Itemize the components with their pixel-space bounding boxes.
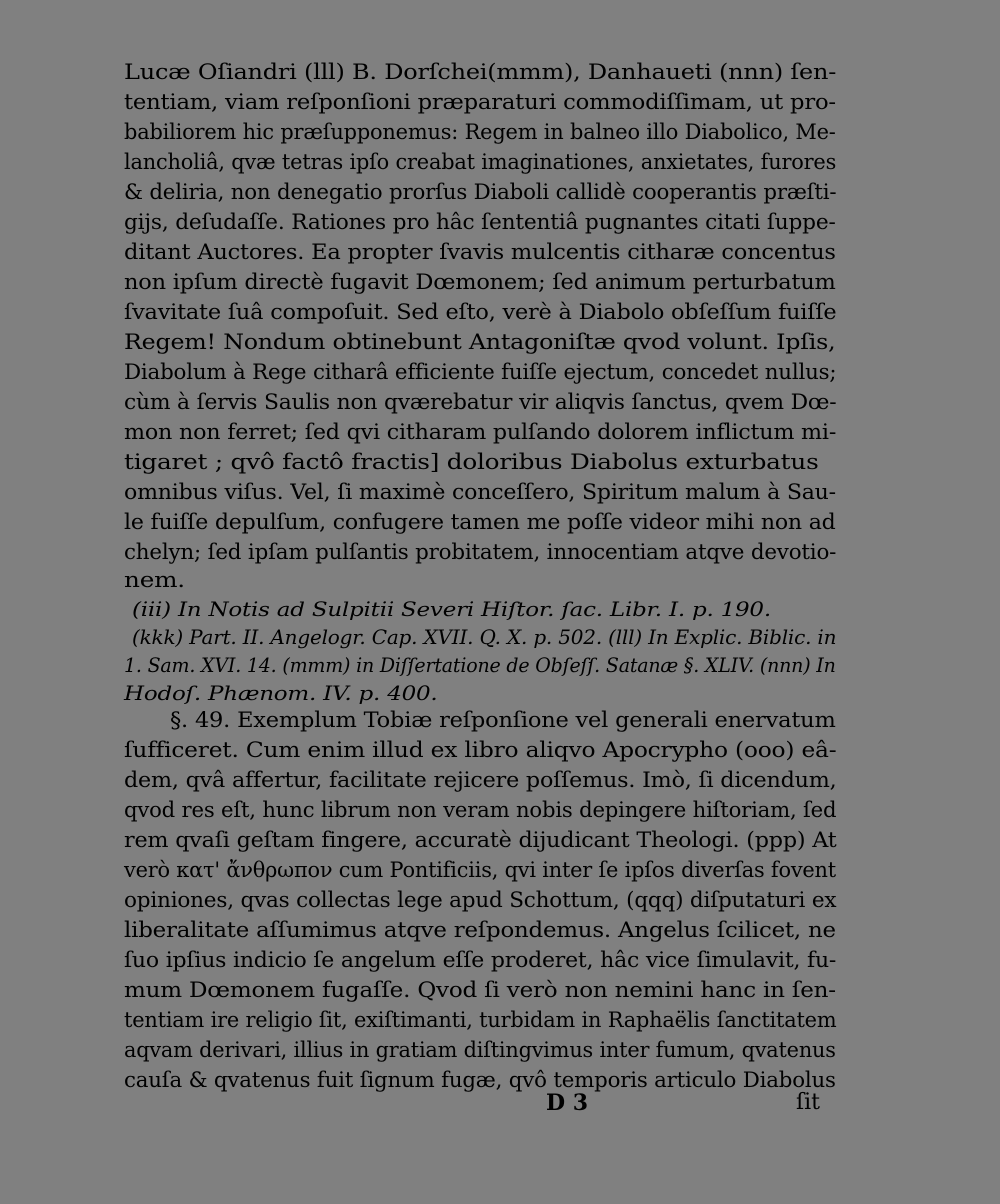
text-line: mon non ferret; ſed qvi citharam pulſando dolorem inflictum mi- — [124, 420, 837, 445]
text-line: Regem! Nondum obtinebunt Antagoniſtæ qvod volunt. Ipſis, — [124, 330, 836, 355]
section-heading-line: §. 49. Exemplum Tobiæ reſponſione vel generali enervatum — [170, 708, 836, 733]
text-line: babiliorem hic præſupponemus: Regem in balneo illo Diabolico, Me- — [124, 120, 836, 145]
text-line: verò κατ' ἄνθρωπον cum Pontificiis, qvi inter ſe ipſos diverſas fovent — [124, 858, 836, 883]
text-line: dem, qvâ affertur, facilitate rejicere poſſemus. Imò, ſi dicendum, — [124, 768, 837, 793]
text-line: non ipſum directè fugavit Dœmonem; ſed animum perturbatum — [124, 270, 836, 295]
catchword: ſit — [796, 1090, 821, 1115]
text-line: le fuiſſe depulſum, confugere tamen me poſſe videor mihi non ad — [124, 510, 836, 535]
text-line: ſuo ipſius indicio ſe angelum eſſe proderet, hâc vice ſimulavit, fu- — [124, 948, 837, 973]
footnote-line: 1. Sam. XVI. 14. (mmm) in Diſſertatione de Obſeſſ. Satanæ §. XLIV. (nnn) In — [124, 653, 836, 677]
text-line: cùm à ſervis Saulis non qværebatur vir aliqvis ſanctus, qvem Dœ- — [124, 390, 837, 415]
text-line: tentiam, viam reſponſioni præparaturi commodiſſimam, ut pro- — [124, 90, 836, 115]
text-line: mum Dœmonem fugaſſe. Qvod ſi verò non nemini hanc in ſen- — [124, 978, 836, 1003]
text-line: lancholiâ, qvæ tetras ipſo creabat imaginationes, anxietates, furores — [124, 150, 837, 175]
text-line: tentiam ire religio ſit, exiſtimanti, turbidam in Raphaëlis ſanctitatem — [124, 1008, 837, 1033]
text-line: ſufficeret. Cum enim illud ex libro aliqvo Apocrypho (ooo) eâ- — [124, 738, 837, 763]
text-line: omnibus viſus. Vel, ſi maximè conceſſero, Spiritum malum à Sau- — [124, 480, 836, 505]
signature-mark: D 3 — [546, 1090, 589, 1116]
text-line: ſvavitate ſuâ compoſuit. Sed eſto, verè à Diabolo obſeſſum fuiſſe — [124, 300, 837, 325]
text-line: gijs, deſudaſſe. Rationes pro hâc ſententiâ pugnantes citati ſuppe- — [124, 210, 836, 235]
text-line: cauſa & qvatenus fuit ſignum fugæ, qvô temporis articulo Diabolus — [124, 1068, 836, 1093]
text-line: ditant Auctores. Ea propter ſvavis mulcentis citharæ concentus — [124, 240, 836, 265]
text-line: rem qvaſi geſtam fingere, accuratè dijudicant Theologi. (ppp) At — [124, 828, 837, 853]
text-line: Diabolum à Rege citharâ efficiente fuiſſe ejectum, concedet nullus; — [124, 360, 837, 385]
text-line: liberalitate aſſumimus atqve reſpondemus. Angelus ſcilicet, ne — [124, 918, 836, 943]
text-line: chelyn; ſed ipſam pulſantis probitatem, innocentiam atqve devotio- — [124, 540, 837, 565]
text-line: nem. — [124, 568, 185, 593]
text-line: opiniones, qvas collectas lege apud Schottum, (qqq) diſputaturi ex — [124, 888, 837, 913]
text-line: tigaret ; qvô factô fractis] doloribus Diabolus exturbatus — [124, 450, 819, 475]
text-line: qvod res eſt, hunc librum non veram nobis depingere hiſtoriam, ſed — [124, 798, 837, 823]
text-line: & deliria, non denegatio prorſus Diaboli callidè cooperantis præſti- — [124, 180, 837, 205]
text-line: Lucæ Oſiandri (lll) B. Dorſchei(mmm), Danhaueti (nnn) ſen- — [124, 60, 837, 85]
footnote-line: Hodoſ. Phænom. IV. p. 400. — [124, 681, 438, 705]
footnote-line: (iii) In Notis ad Sulpitii Severi Hiſtor. ſac. Libr. I. p. 190. — [132, 597, 771, 621]
footnote-line: (kkk) Part. II. Angelogr. Cap. XVII. Q. X. p. 502. (lll) In Explic. Biblic. in — [132, 625, 837, 649]
text-line: aqvam derivari, illius in gratiam diſtingvimus inter fumum, qvatenus — [124, 1038, 836, 1063]
